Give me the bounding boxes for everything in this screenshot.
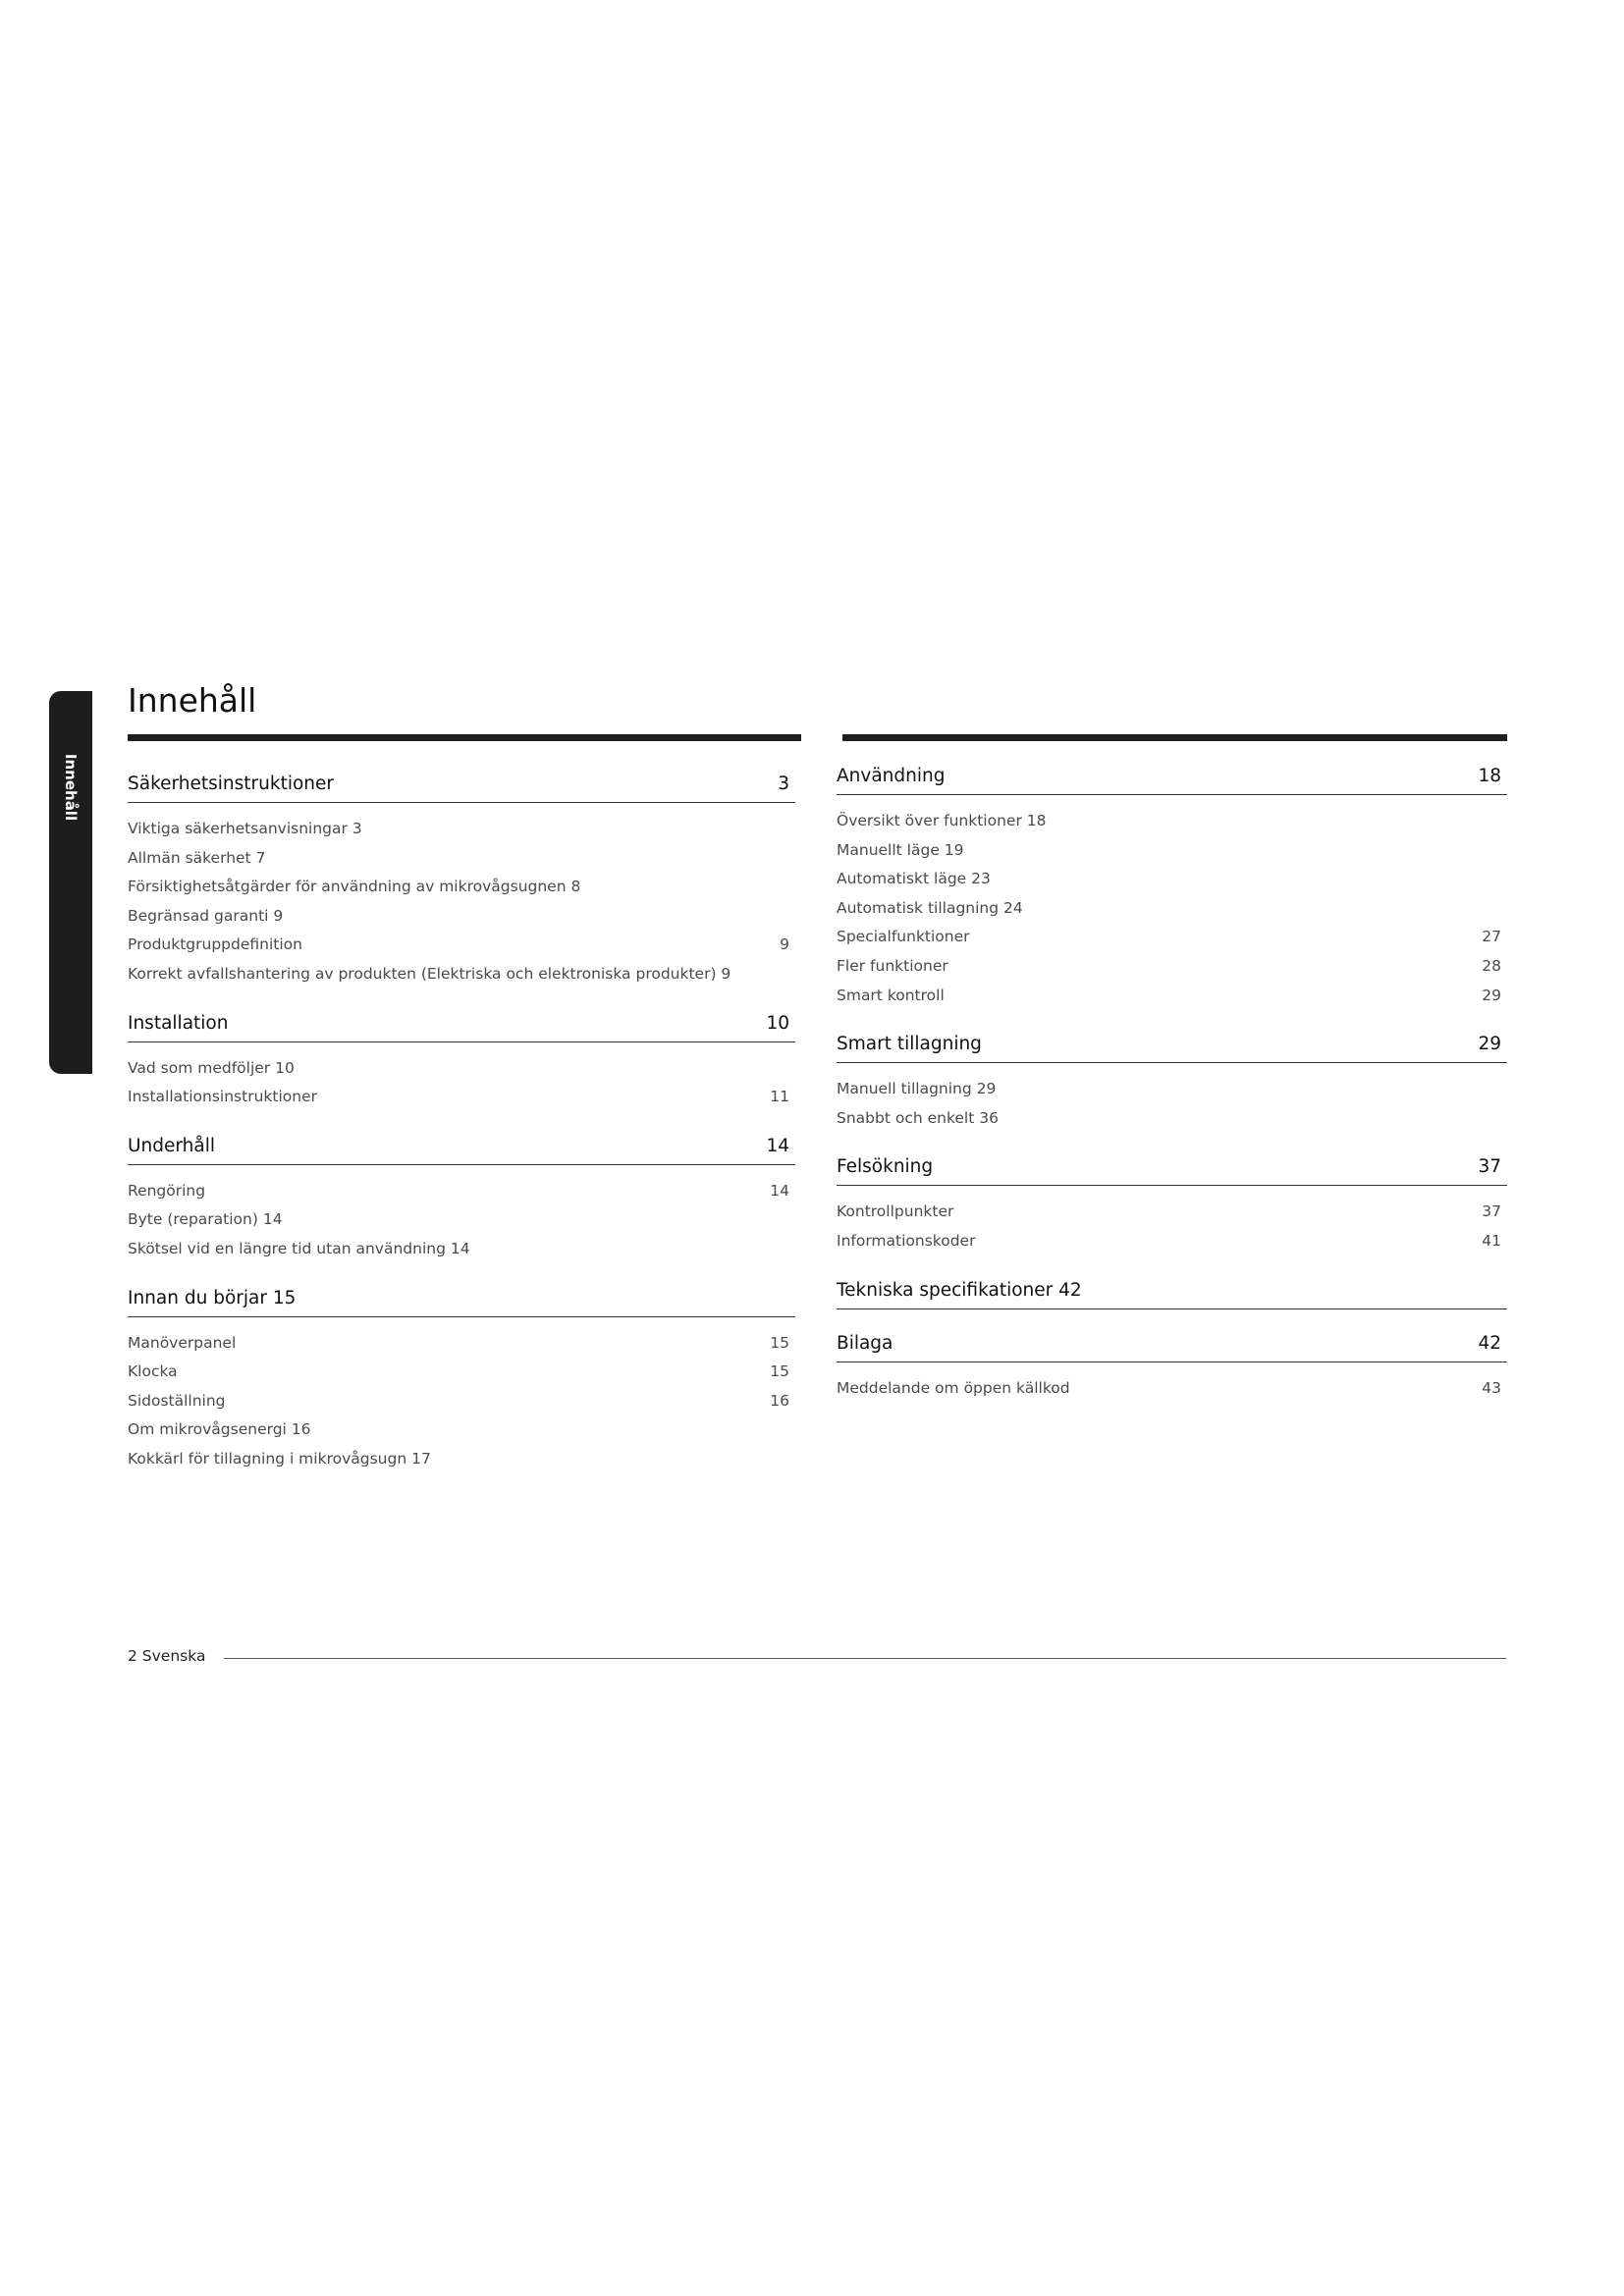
toc-entry[interactable]	[128, 1235, 795, 1264]
entry-label: Automatiskt läge 23	[837, 870, 991, 888]
section-page-number: 42	[1478, 1332, 1501, 1354]
entry-label: Kontrollpunkter	[837, 1202, 954, 1221]
entry-label: Automatisk tillagning 24	[837, 898, 1023, 917]
toc-entry[interactable]	[128, 902, 795, 932]
entry-label: Manuell tillagning 29	[837, 1080, 997, 1098]
toc-entry[interactable]	[837, 865, 1507, 894]
toc-section	[837, 1147, 1507, 1255]
entry-label: Skötsel vid en längre tid utan användning 14	[128, 1239, 470, 1257]
entry-label: Specialfunktioner	[837, 928, 970, 946]
entry-label: Informationskoder	[837, 1231, 976, 1250]
toc-section	[128, 1126, 795, 1264]
toc-section	[837, 1323, 1507, 1404]
toc-section-heading[interactable]	[128, 1126, 795, 1165]
toc-entry[interactable]	[128, 1445, 795, 1474]
toc-entry[interactable]	[128, 1415, 795, 1445]
footer-rule	[224, 1658, 1506, 1659]
section-title: Användning	[837, 766, 946, 786]
toc-section	[837, 756, 1507, 1010]
section-page-number: 14	[766, 1135, 789, 1156]
side-tab	[49, 691, 92, 1074]
toc-entry[interactable]	[837, 1374, 1507, 1404]
entry-label: Fler funktioner	[837, 956, 948, 975]
entry-label: Viktiga säkerhetsanvisningar 3	[128, 820, 362, 837]
entry-label: Smart kontroll	[837, 986, 945, 1004]
page-title: Innehåll	[128, 681, 257, 720]
toc-entry[interactable]	[837, 1104, 1507, 1134]
section-title: Underhåll	[128, 1135, 216, 1156]
section-page-number: 37	[1478, 1156, 1501, 1178]
entry-page-number: 15	[770, 1333, 789, 1352]
entry-label: Produktgruppdefinition	[128, 935, 302, 954]
entry-label: Begränsad garanti 9	[128, 906, 284, 925]
entry-label: Allmän säkerhet 7	[128, 848, 266, 867]
entry-label: Vad som medföljer 10	[128, 1058, 295, 1077]
toc-entry[interactable]	[128, 815, 795, 844]
entry-label: Kokkärl för tillagning i mikrovågsugn 17	[128, 1449, 431, 1468]
entry-label: Byte (reparation) 14	[128, 1210, 283, 1229]
section-title: Innan du börjar 15	[128, 1287, 297, 1308]
entry-label: Sidoställning	[128, 1391, 226, 1410]
entry-label: Manöverpanel	[128, 1333, 237, 1352]
section-page-number: 29	[1478, 1034, 1501, 1055]
section-title: Bilaga	[837, 1332, 893, 1354]
toc-section-heading[interactable]	[128, 764, 795, 803]
toc-section	[128, 1278, 795, 1474]
toc-section-heading[interactable]	[837, 1024, 1507, 1063]
entry-page-number: 29	[1482, 986, 1501, 1004]
toc-left-column	[128, 764, 795, 1488]
entry-label: Snabbt och enkelt 36	[837, 1108, 999, 1127]
toc-section	[837, 1270, 1507, 1309]
entry-page-number: 37	[1482, 1202, 1501, 1221]
section-page-number: 10	[766, 1012, 789, 1034]
footer-page-label: 2 Svenska	[128, 1647, 206, 1665]
toc-entry[interactable]	[837, 923, 1507, 952]
section-page-number: 3	[778, 774, 789, 794]
entry-page-number: 16	[770, 1391, 789, 1410]
toc-section-heading[interactable]	[837, 1147, 1507, 1186]
toc-entry[interactable]	[837, 807, 1507, 836]
toc-entry[interactable]	[128, 1083, 795, 1112]
entry-label: Rengöring	[128, 1181, 206, 1200]
toc-section-heading[interactable]	[837, 1323, 1507, 1362]
entry-label: Om mikrovågsenergi 16	[128, 1420, 311, 1439]
toc-entry[interactable]	[837, 836, 1507, 866]
toc-entry[interactable]	[837, 1075, 1507, 1104]
section-title: Säkerhetsinstruktioner	[128, 774, 335, 794]
toc-entry[interactable]	[837, 1227, 1507, 1256]
toc-entry[interactable]	[128, 844, 795, 874]
entry-label: Korrekt avfallshantering av produkten (Elektriska och elektroniska produkter) 9	[128, 964, 731, 983]
entry-label: Meddelande om öppen källkod	[837, 1378, 1070, 1397]
section-title: Felsökning	[837, 1156, 934, 1178]
section-page-number: 18	[1478, 766, 1501, 786]
entry-page-number: 15	[770, 1362, 789, 1381]
entry-label: Manuellt läge 19	[837, 840, 964, 859]
entry-page-number: 14	[770, 1181, 789, 1200]
toc-section	[128, 1003, 795, 1112]
entry-page-number: 9	[780, 935, 789, 954]
toc-entry[interactable]	[128, 960, 795, 989]
toc-entry[interactable]	[837, 982, 1507, 1011]
toc-entry[interactable]	[128, 1329, 795, 1359]
entry-page-number: 27	[1482, 928, 1501, 946]
toc-entry[interactable]	[128, 1205, 795, 1235]
toc-entry[interactable]	[128, 1054, 795, 1084]
toc-right-column	[837, 756, 1507, 1416]
toc-section-heading[interactable]	[837, 1270, 1507, 1309]
toc-entry[interactable]	[128, 1358, 795, 1387]
toc-section-heading[interactable]	[128, 1003, 795, 1042]
section-title: Installation	[128, 1012, 229, 1034]
entry-label: Översikt över funktioner 18	[837, 812, 1047, 829]
right-top-rule	[842, 734, 1507, 741]
toc-entry[interactable]	[128, 1387, 795, 1416]
side-tab-label: Innehåll	[62, 753, 80, 822]
entry-page-number: 28	[1482, 956, 1501, 975]
toc-entry[interactable]	[128, 931, 795, 960]
left-top-rule	[128, 734, 801, 741]
section-title: Tekniska specifikationer 42	[837, 1279, 1082, 1301]
toc-entry[interactable]	[837, 894, 1507, 924]
toc-section	[837, 1024, 1507, 1133]
entry-label: Installationsinstruktioner	[128, 1088, 317, 1106]
toc-entry[interactable]	[128, 873, 795, 902]
toc-entry[interactable]	[837, 1198, 1507, 1227]
section-title: Smart tillagning	[837, 1034, 982, 1055]
entry-page-number: 41	[1482, 1231, 1501, 1250]
entry-page-number: 11	[770, 1088, 789, 1106]
toc-entry[interactable]	[837, 952, 1507, 982]
toc-section-heading[interactable]	[837, 756, 1507, 795]
toc-section	[128, 764, 795, 989]
entry-page-number: 43	[1482, 1378, 1501, 1397]
toc-section-heading[interactable]	[128, 1278, 795, 1317]
toc-entry[interactable]	[128, 1177, 795, 1206]
entry-label: Försiktighetsåtgärder för användning av mikrovågsugnen 8	[128, 878, 581, 896]
entry-label: Klocka	[128, 1362, 178, 1381]
